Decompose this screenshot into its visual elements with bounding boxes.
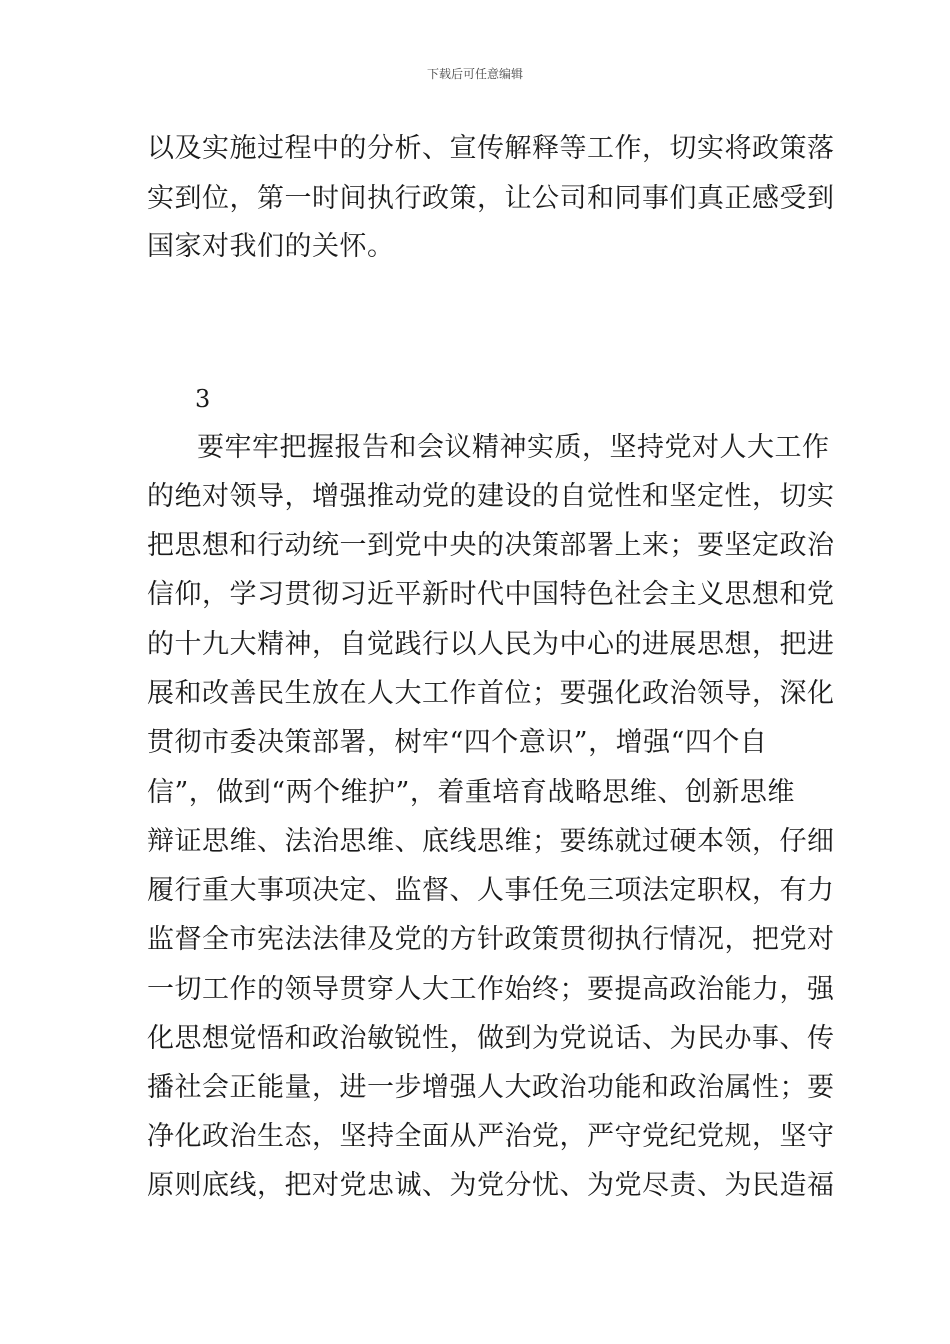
paragraph-line: 展和改善民生放在人大工作首位；要强化政治领导，深化 bbox=[147, 678, 835, 709]
paragraph-line: 原则底线，把对党忠诚、为党分忧、为党尽责、为民造福 bbox=[147, 1170, 835, 1201]
paragraph-line: 监督全市宪法法律及党的方针政策贯彻执行情况，把党对 bbox=[147, 924, 835, 955]
paragraph-line: 以及实施过程中的分析、宣传解释等工作，切实将政策落 bbox=[147, 133, 835, 164]
paragraph-line: 实到位，第一时间执行政策，让公司和同事们真正感受到 bbox=[147, 183, 835, 214]
paragraph-line: 信仰，学习贯彻习近平新时代中国特色社会主义思想和党 bbox=[147, 579, 835, 610]
paragraph-line: 净化政治生态，坚持全面从严治党，严守党纪党规，坚守 bbox=[147, 1121, 835, 1152]
paragraph-line: 化思想觉悟和政治敏锐性，做到为党说话、为民办事、传 bbox=[147, 1023, 835, 1054]
paragraph-line: 的十九大精神，自觉践行以人民为中心的进展思想，把进 bbox=[147, 629, 835, 660]
paragraph-line: 国家对我们的关怀。 bbox=[147, 231, 395, 262]
paragraph-line: 的绝对领导，增强推动党的建设的自觉性和坚定性，切实 bbox=[147, 481, 835, 512]
paragraph-line: 辩证思维、法治思维、底线思维；要练就过硬本领，仔细 bbox=[147, 826, 835, 857]
paragraph-line: 把思想和行动统一到党中央的决策部署上来；要坚定政治 bbox=[147, 530, 835, 561]
paragraph-line: 要牢牢把握报告和会议精神实质，坚持党对人大工作 bbox=[197, 432, 830, 463]
paragraph-line: 履行重大事项决定、监督、人事任免三项法定职权，有力 bbox=[147, 875, 835, 906]
page-header: 下载后可任意编辑 bbox=[426, 67, 523, 81]
paragraph-line: 信”，做到“两个维护”，着重培育战略思维、创新思维 bbox=[147, 777, 795, 808]
paragraph-line: 贯彻市委决策部署，树牢“四个意识”，增强“四个自 bbox=[147, 727, 768, 758]
paragraph-line: 播社会正能量，进一步增强人大政治功能和政治属性；要 bbox=[147, 1072, 835, 1103]
paragraph-line: 一切工作的领导贯穿人大工作始终；要提高政治能力，强 bbox=[147, 974, 835, 1005]
section-number: 3 bbox=[195, 385, 211, 413]
